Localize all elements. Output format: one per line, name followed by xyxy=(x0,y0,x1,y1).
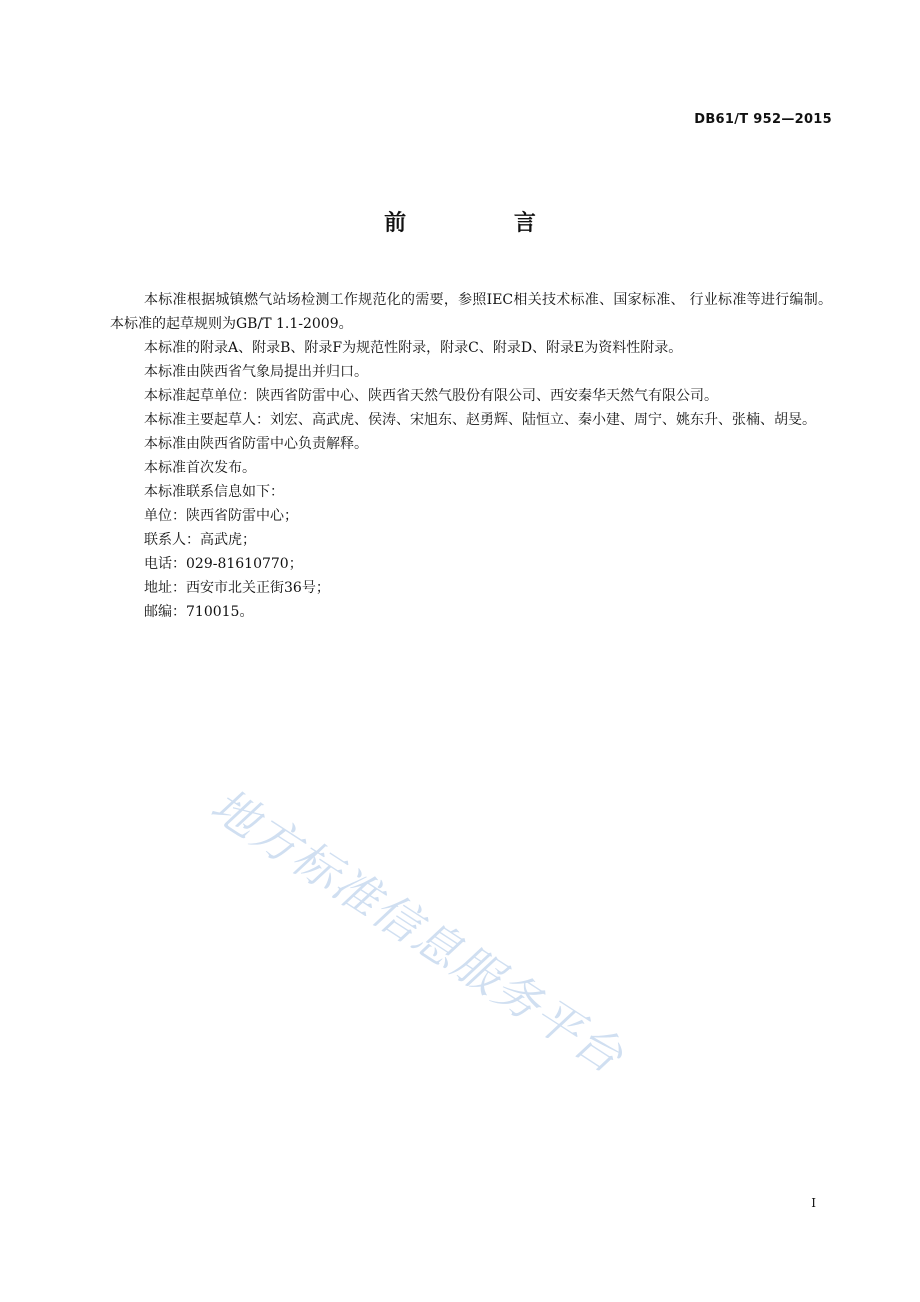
page-number: I xyxy=(811,1196,816,1210)
paragraph-basis: 本标准根据城镇燃气站场检测工作规范化的需要，参照IEC相关技术标准、国家标准、 行业标准等进行编制。本标准的起草规则为GB/T 1.1-2009。 xyxy=(110,292,832,332)
contact-address: 地址：西安市北关正街36号； xyxy=(144,580,330,596)
paragraph-proposer: 本标准由陕西省气象局提出并归口。 xyxy=(144,364,368,380)
paragraph-interpretation: 本标准由陕西省防雷中心负责解释。 xyxy=(144,436,368,452)
watermark: 地方标准信息服务平台 xyxy=(201,777,634,1085)
foreword-body xyxy=(110,288,832,624)
contact-postcode: 邮编：710015。 xyxy=(144,604,254,620)
paragraph-first-release: 本标准首次发布。 xyxy=(144,460,256,476)
paragraph-drafters: 本标准主要起草人：刘宏、高武虎、侯涛、宋旭东、赵勇辉、陆恒立、秦小建、周宁、姚东升、张楠、胡旻。 xyxy=(144,412,816,428)
page-title: 前 言 xyxy=(384,211,586,236)
paragraph-appendices: 本标准的附录A、附录B、附录F为规范性附录，附录C、附录D、附录E为资料性附录。 xyxy=(144,340,683,356)
standard-code: DB61/T 952—2015 xyxy=(694,112,832,127)
paragraph-drafting-units: 本标准起草单位：陕西省防雷中心、陕西省天然气股份有限公司、西安秦华天然气有限公司。 xyxy=(144,388,718,404)
contact-unit: 单位：陕西省防雷中心； xyxy=(144,508,298,524)
contact-person: 联系人：高武虎； xyxy=(144,532,256,548)
contact-phone: 电话：029-81610770； xyxy=(144,556,303,572)
paragraph-contact-intro: 本标准联系信息如下： xyxy=(144,484,284,500)
